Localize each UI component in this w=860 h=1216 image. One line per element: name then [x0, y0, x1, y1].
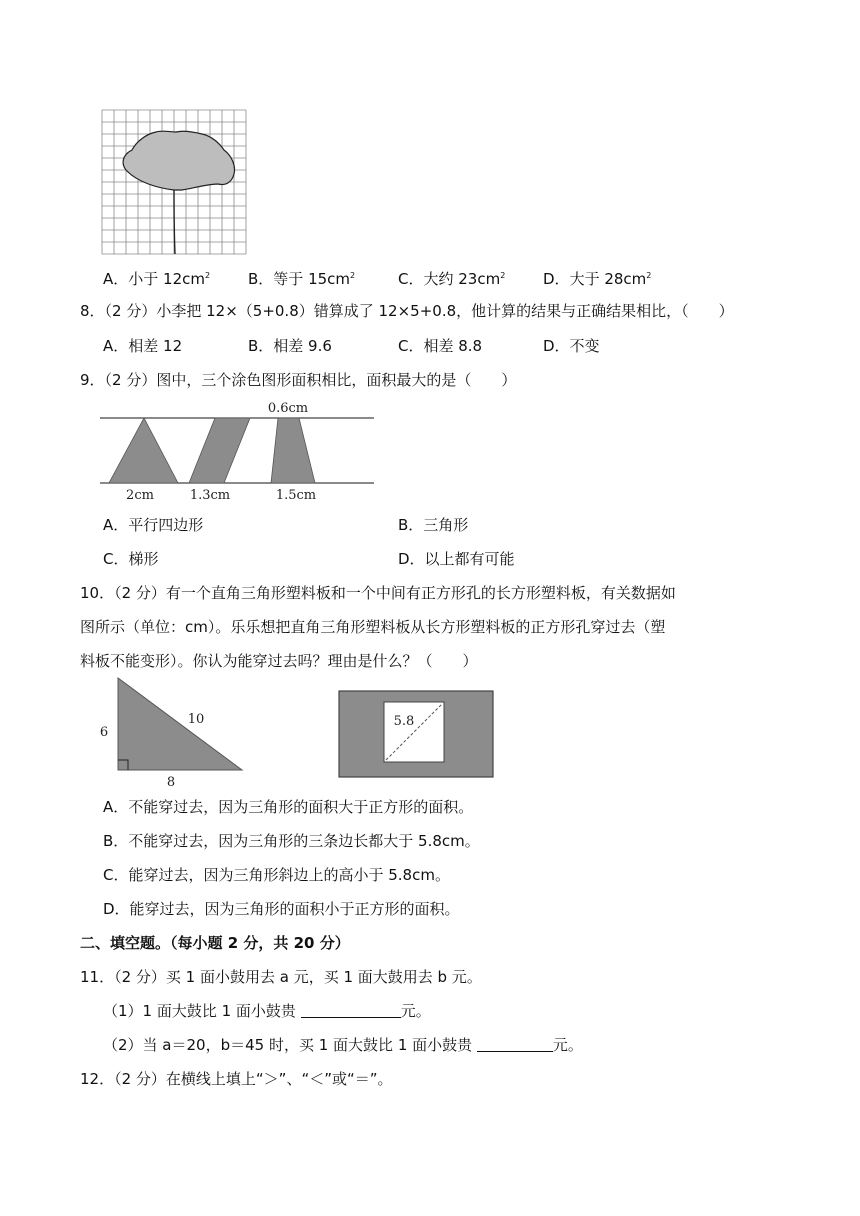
- q10-stem-line-1: 10．（2 分）有一个直角三角形塑料板和一个中间有正方形孔的长方形塑料板，有关数据如: [80, 584, 676, 602]
- q11-part-1-unit: 元。: [400, 1002, 431, 1020]
- q9-option-b[interactable]: B．三角形: [398, 516, 469, 534]
- parallelogram-shape: [189, 418, 250, 483]
- q7-option-a-text: 小于 12cm: [128, 270, 205, 288]
- q8-option-d[interactable]: D．不变: [543, 337, 600, 355]
- ginkgo-leaf-shape: [123, 131, 234, 190]
- q8-stem: 8．（2 分）小李把 12×（5+0.8）错算成了 12×5+0.8，他计算的结果与正确结果相比，（ ）: [80, 302, 734, 320]
- label-leg-6: 6: [99, 725, 109, 740]
- q11-stem: 11．（2 分）买 1 面小鼓用去 a 元，买 1 面大鼓用去 b 元。: [80, 968, 482, 986]
- label-2cm: 2cm: [126, 488, 154, 503]
- q11-part-2-text: （2）当 a＝20，b＝45 时，买 1 面大鼓比 1 面小鼓贵: [103, 1036, 477, 1054]
- q9-shapes-figure: [100, 396, 374, 504]
- q7-option-a-sup: 2: [204, 271, 211, 280]
- q7-option-c-sup: 2: [500, 271, 506, 280]
- q7-option-b[interactable]: [248, 266, 355, 289]
- q9-option-d[interactable]: D．以上都有可能: [398, 550, 515, 568]
- q7-option-a[interactable]: [103, 266, 210, 289]
- trapezoid-shape: [271, 418, 315, 483]
- q8-option-c[interactable]: C．相差 8.8: [398, 337, 483, 355]
- label-1-3cm: 1.3cm: [189, 488, 231, 503]
- q12-stem: 12．（2 分）在横线上填上“＞”、“＜”或“＝”。: [80, 1070, 393, 1088]
- q11-part-2-unit: 元。: [552, 1036, 583, 1054]
- right-triangle-figure: [96, 676, 246, 790]
- q10-option-c[interactable]: C．能穿过去，因为三角形斜边上的高小于 5.8cm。: [103, 866, 450, 884]
- q8-option-a[interactable]: A．相差 12: [103, 337, 183, 355]
- q10-stem-line-3: 料板不能变形）。你认为能穿过去吗？理由是什么？（ ）: [80, 652, 478, 670]
- q9-option-a[interactable]: A．平行四边形: [103, 516, 204, 534]
- label-0-6cm: 0.6cm: [267, 401, 309, 416]
- q11-part-2: [103, 1035, 583, 1055]
- q11-part-1: [103, 1001, 431, 1021]
- label-square-5-8: 5.8: [393, 714, 415, 729]
- q8-option-b[interactable]: B．相差 9.6: [248, 337, 332, 355]
- q7-option-b-sup: 2: [350, 271, 356, 280]
- q11-part-1-answer-blank[interactable]: [301, 1003, 401, 1018]
- q11-part-2-answer-blank[interactable]: [477, 1037, 553, 1052]
- q7-option-d[interactable]: [543, 266, 651, 289]
- q7-option-c-letter: C．: [398, 270, 424, 288]
- q7-option-b-letter: B．: [248, 270, 274, 288]
- section-2-title: 二、填空题。（每小题 2 分，共 20 分）: [80, 934, 350, 952]
- label-leg-8: 8: [166, 775, 176, 790]
- ginkgo-leaf-stem: [174, 190, 175, 254]
- q10-option-b[interactable]: B．不能穿过去，因为三角形的三条边长都大于 5.8cm。: [103, 832, 480, 850]
- label-1-5cm: 1.5cm: [275, 488, 317, 503]
- label-hyp-10: 10: [187, 712, 205, 727]
- q10-option-a[interactable]: A．不能穿过去，因为三角形的面积大于正方形的面积。: [103, 798, 474, 816]
- square-hole: [384, 702, 444, 762]
- triangle-shape: [109, 418, 178, 483]
- q10-option-d[interactable]: D．能穿过去，因为三角形的面积小于正方形的面积。: [103, 900, 460, 918]
- q7-option-d-text: 大于 28cm: [569, 270, 647, 288]
- board-with-square-hole-figure: [338, 690, 494, 778]
- q9-option-c[interactable]: C．梯形: [103, 550, 159, 568]
- q11-part-1-text: （1）1 面大鼓比 1 面小鼓贵: [103, 1002, 301, 1020]
- q9-stem: 9．（2 分）图中，三个涂色图形面积相比，面积最大的是（ ）: [80, 371, 517, 389]
- q7-option-a-letter: A．: [103, 270, 129, 288]
- q7-option-c-text: 大约 23cm: [423, 270, 501, 288]
- q7-option-d-letter: D．: [543, 270, 570, 288]
- ginkgo-leaf-grid-figure: [102, 110, 246, 254]
- q7-option-b-text: 等于 15cm: [273, 270, 351, 288]
- q7-option-d-sup: 2: [646, 271, 652, 280]
- q10-stem-line-2: 图所示（单位：cm）。乐乐想把直角三角形塑料板从长方形塑料板的正方形孔穿过去（塑: [80, 618, 666, 636]
- q7-option-c[interactable]: [398, 266, 505, 289]
